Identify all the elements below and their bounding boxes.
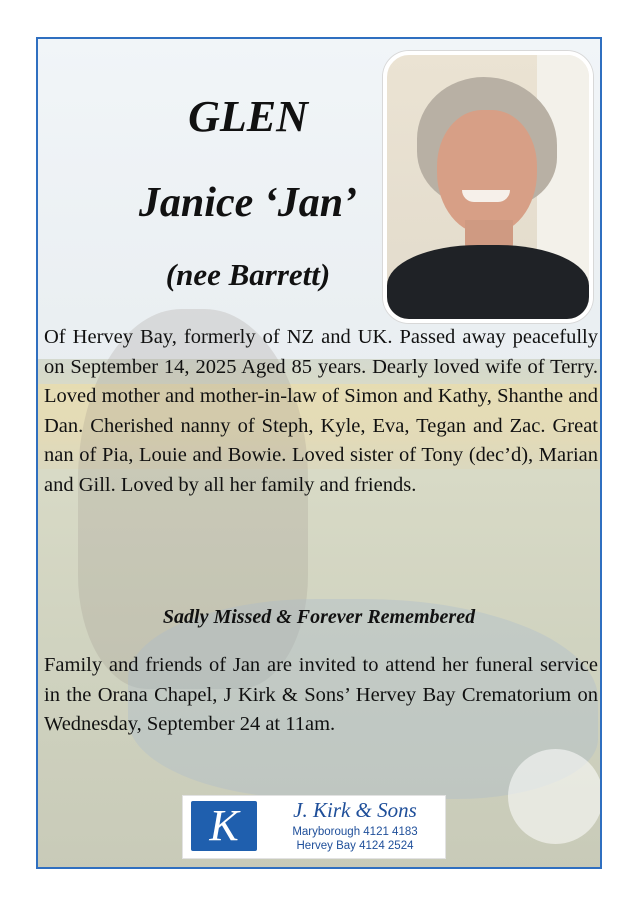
logo-phone-maryborough: Maryborough 4121 4183: [292, 826, 418, 838]
maiden-name: (nee Barrett): [165, 257, 331, 292]
logo-phone-hervey-bay: Hervey Bay 4124 2524: [296, 840, 414, 852]
logo-company-name: J. Kirk & Sons: [293, 798, 417, 822]
surname-heading: GLEN: [188, 92, 308, 141]
funeral-director-logo: [182, 795, 446, 859]
notice-content: [38, 39, 600, 867]
funeral-details-paragraph: Family and friends of Jan are invited to attend her funeral service in the Orana Chapel, J Kirk & Sons’ Hervey Bay Crematorium on Wednesday, September 24 at 11am.: [44, 654, 598, 735]
k-monogram-icon: K: [191, 801, 257, 851]
tagline: Sadly Missed & Forever Remembered: [162, 606, 476, 628]
notice-frame: [36, 37, 602, 869]
given-name-heading: Janice ‘Jan’: [138, 180, 358, 226]
portrait-photo: [383, 51, 593, 323]
obituary-paragraph: Of Hervey Bay, formerly of NZ and UK. Passed away peacefully on September 14, 2025 Aged 85 years. Dearly loved wife of Terry. Loved mother and mother-in-law of Simon and Kathy, Shanthe and Dan. Cherished nanny of Steph, Kyle, Eva, Tegan and Zac. Great nan of Pia, Louie and Bowie. Loved sister of Tony (dec’d), Marian and Gill. Loved by all her family and friends.: [44, 326, 598, 496]
